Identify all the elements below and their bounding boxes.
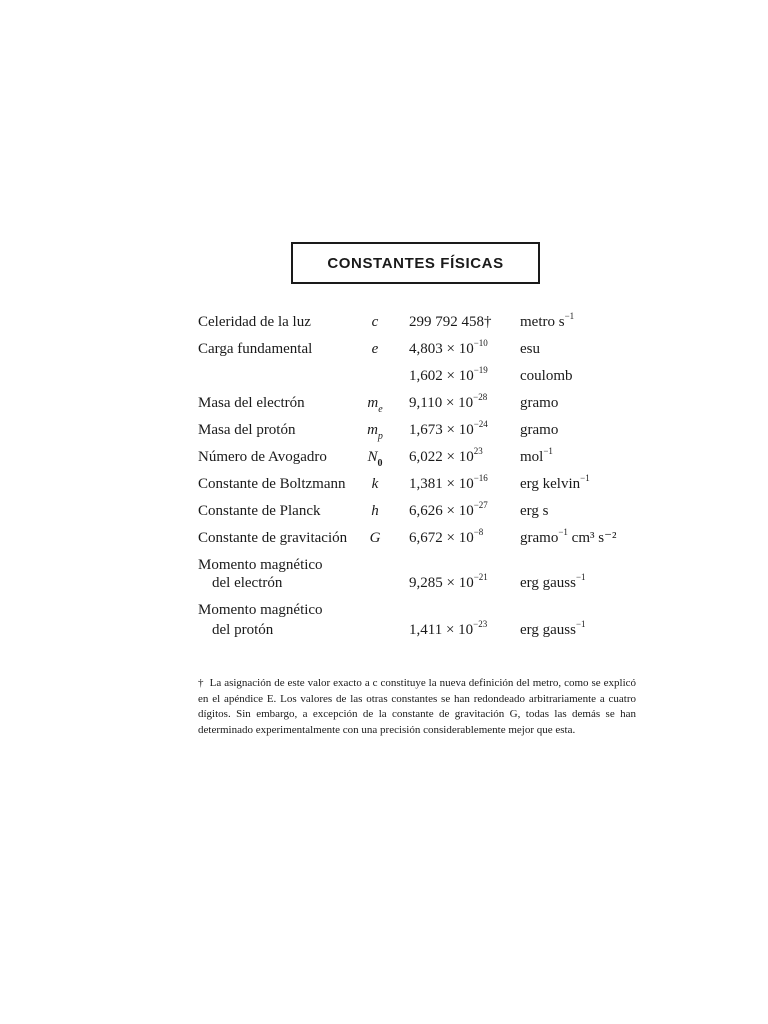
constant-name: Momento magnético xyxy=(198,557,323,573)
constant-name: Momento magnético xyxy=(198,602,323,618)
constant-unit: esu xyxy=(520,341,540,357)
constant-name: Constante de Boltzmann xyxy=(198,476,346,492)
constant-symbol: $N_0$ xyxy=(367,449,383,469)
constant-unit: gramo xyxy=(520,395,559,411)
constant-name: Número de Avogadro xyxy=(198,449,327,465)
constant-symbol: c xyxy=(371,314,379,330)
constant-value: $4,803 \times 10^{-10}$ xyxy=(409,338,488,357)
dagger-marker: † xyxy=(198,677,204,689)
footnote-text: La asignación de este valor exacto a c constituye la nueva definición del metro, como se explicó en el apéndice E. Los valores de las otras constantes se han redondeado arbitrariamente a cuatro dígitos. Sin embargo, a excepción de la constante de gravitación G, todas las demás se han determinado experimentalmente con una precisión considerablemente mejor que esta. xyxy=(198,677,637,736)
constant-unit: coulomb xyxy=(520,368,573,384)
constant-value: $6,672 \times 10^{-8}$ xyxy=(409,527,484,546)
constant-symbol: e xyxy=(371,341,379,357)
constant-value: $6,022 \times 10^{23}$ xyxy=(409,446,483,465)
constant-name-line2: del protón xyxy=(212,622,274,638)
constant-name: Constante de Planck xyxy=(198,503,321,519)
constant-symbol: $m_p$ xyxy=(367,422,383,442)
constant-value: 299 792 458† xyxy=(409,314,492,330)
constant-name: Masa del protón xyxy=(198,422,296,438)
constant-name: Celeridad de la luz xyxy=(198,314,311,330)
constant-unit: metro $s^{-1}$ xyxy=(520,311,575,330)
constant-unit: gramo$^{-1}$ cm³ s⁻² xyxy=(520,527,617,546)
constant-symbol: h xyxy=(371,503,379,519)
constant-value: $1,602 \times 10^{-19}$ xyxy=(409,365,488,384)
footnote xyxy=(198,676,636,738)
constant-value: $6,626 \times 10^{-27}$ xyxy=(409,500,488,519)
constant-value: $9,110 \times 10^{-28}$ xyxy=(409,392,488,411)
constant-unit: erg kelvin$^{-1}$ xyxy=(520,473,590,492)
constant-unit: erg s xyxy=(520,503,549,519)
constant-name: Masa del electrón xyxy=(198,395,305,411)
constant-unit: mol$^{-1}$ xyxy=(520,446,553,465)
constant-value: $9,285 \times 10^{-21}$ xyxy=(409,572,488,591)
constant-value: $1,411 \times 10^{-23}$ xyxy=(409,619,488,638)
page-title: CONSTANTES FÍSICAS xyxy=(327,254,504,272)
constant-unit: erg gauss$^{-1}$ xyxy=(520,572,586,591)
constant-value: $1,381 \times 10^{-16}$ xyxy=(409,473,488,492)
constant-unit: erg gauss$^{-1}$ xyxy=(520,619,586,638)
constant-symbol: k xyxy=(371,476,379,492)
constant-symbol: G xyxy=(369,530,381,546)
title-box xyxy=(291,242,540,284)
dagger-marker: † xyxy=(484,314,492,330)
constant-name: Constante de gravitación xyxy=(198,530,348,546)
constant-value: $1,673 \times 10^{-24}$ xyxy=(409,419,488,438)
constant-unit: gramo xyxy=(520,422,559,438)
constant-name-line2: del electrón xyxy=(212,575,283,591)
constant-symbol: $m_e$ xyxy=(367,395,383,415)
constant-name: Carga fundamental xyxy=(198,341,313,357)
